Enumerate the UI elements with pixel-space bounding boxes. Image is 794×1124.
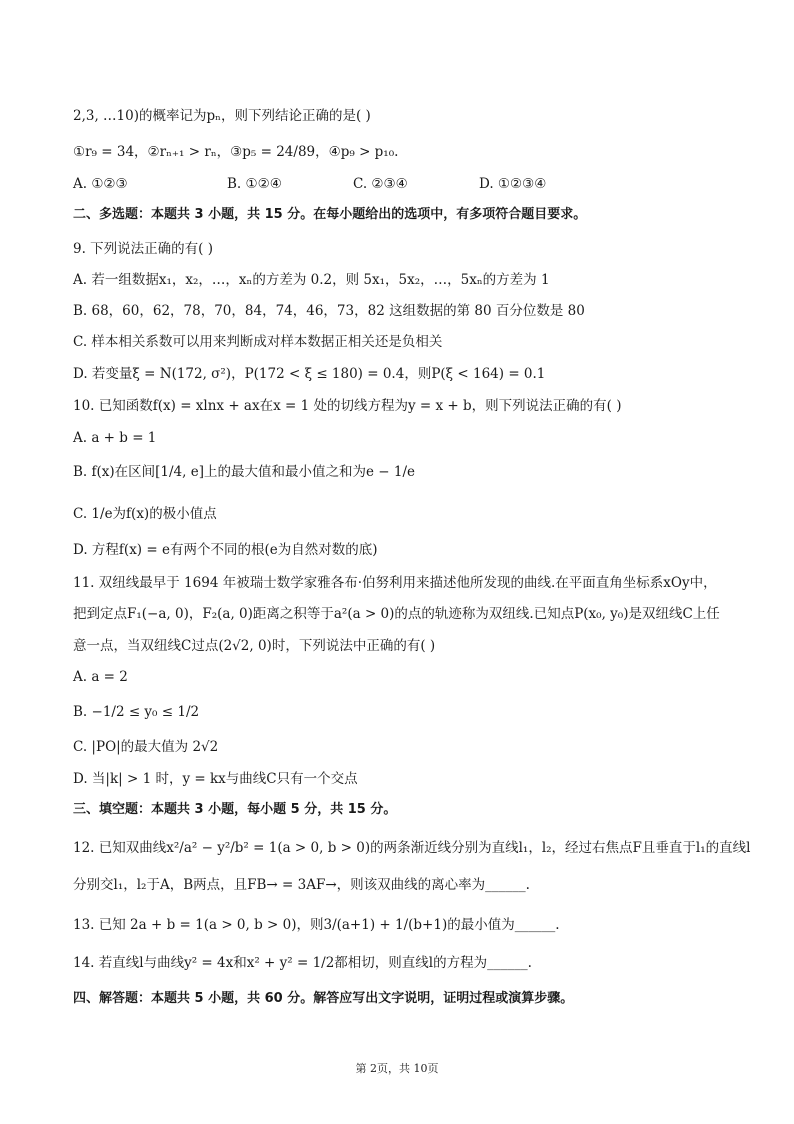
q8-option-c: C. ②③④: [353, 176, 408, 192]
q8-option-b: B. ①②④: [227, 176, 282, 192]
q14: 14. 若直线l与曲线y² = 4x和x² + y² = 1/2都相切，则直线l的方程为______.: [73, 955, 532, 971]
q11-option-a: A. a = 2: [73, 669, 128, 685]
q9-option-a: A. 若一组数据x₁，x₂，…，xₙ的方差为 0.2，则 5x₁，5x₂，…，5xₙ的方差为 1: [73, 272, 550, 288]
q8-option-d: D. ①②③④: [479, 176, 547, 192]
q10-option-a: A. a + b = 1: [73, 430, 157, 446]
q8-statements: ①r₉ = 34，②rₙ₊₁ > rₙ，③p₅ = 24/89，④p₉ > p₁₀.: [73, 144, 399, 160]
q12-line-2: 分别交l₁，l₂于A，B两点，且FB→ = 3AF→，则该双曲线的离心率为______.: [73, 877, 530, 893]
q10-option-b: B. f(x)在区间[1/4, e]上的最大值和最小值之和为e − 1/e: [73, 464, 415, 480]
section-3-heading: 三、填空题：本题共 3 小题，每小题 5 分，共 15 分。: [73, 802, 397, 817]
q11-option-d: D. 当|k| > 1 时，y = kx与曲线C只有一个交点: [73, 771, 358, 787]
q8-stem-cont: 2,3, …10)的概率记为pₙ，则下列结论正确的是( ): [73, 108, 371, 124]
q11-stem-line-1: 11. 双纽线最早于 1694 年被瑞士数学家雅各布·伯努利用来描述他所发现的曲线.在平面直角坐标系xOy中，: [73, 575, 717, 591]
q11-option-c: C. |PO|的最大值为 2√2: [73, 739, 219, 755]
q8-option-a: A. ①②③: [73, 176, 128, 192]
q11-stem-line-2: 把到定点F₁(−a, 0)，F₂(a, 0)距离之积等于a²(a > 0)的点的轨迹称为双纽线.已知点P(x₀, y₀)是双纽线C上任: [73, 606, 720, 622]
q9-option-b: B. 68，60，62，78，70，84，74，46，73，82 这组数据的第 80 百分位数是 80: [73, 303, 585, 319]
q13: 13. 已知 2a + b = 1(a > 0, b > 0)，则3/(a+1) + 1/(b+1)的最小值为______.: [73, 917, 560, 933]
q11-option-b: B. −1/2 ≤ y₀ ≤ 1/2: [73, 704, 200, 720]
q9-stem: 9. 下列说法正确的有( ): [73, 241, 213, 257]
q12-line-1: 12. 已知双曲线x²/a² − y²/b² = 1(a > 0, b > 0)的两条渐近线分别为直线l₁，l₂，经过右焦点F且垂直于l₁的直线l: [73, 840, 751, 856]
q9-option-d: D. 若变量ξ = N(172, σ²)，P(172 < ξ ≤ 180) = 0.4，则P(ξ < 164) = 0.1: [73, 366, 546, 382]
section-4-heading: 四、解答题：本题共 5 小题，共 60 分。解答应写出文字说明，证明过程或演算步骤。: [73, 991, 574, 1006]
q10-option-d: D. 方程f(x) = e有两个不同的根(e为自然对数的底): [73, 542, 378, 558]
q11-stem-line-3: 意一点，当双纽线C过点(2√2, 0)时，下列说法中正确的有( ): [73, 638, 436, 654]
section-2-heading: 二、多选题：本题共 3 小题，共 15 分。在每小题给出的选项中，有多项符合题目要求。: [73, 207, 587, 222]
q10-option-c: C. 1/e为f(x)的极小值点: [73, 506, 217, 522]
q9-option-c: C. 样本相关系数可以用来判断成对样本数据正相关还是负相关: [73, 334, 443, 350]
q10-stem: 10. 已知函数f(x) = xlnx + ax在x = 1 处的切线方程为y = x + b，则下列说法正确的有( ): [73, 398, 622, 414]
page-footer: 第 2页，共 10页: [355, 1062, 439, 1075]
